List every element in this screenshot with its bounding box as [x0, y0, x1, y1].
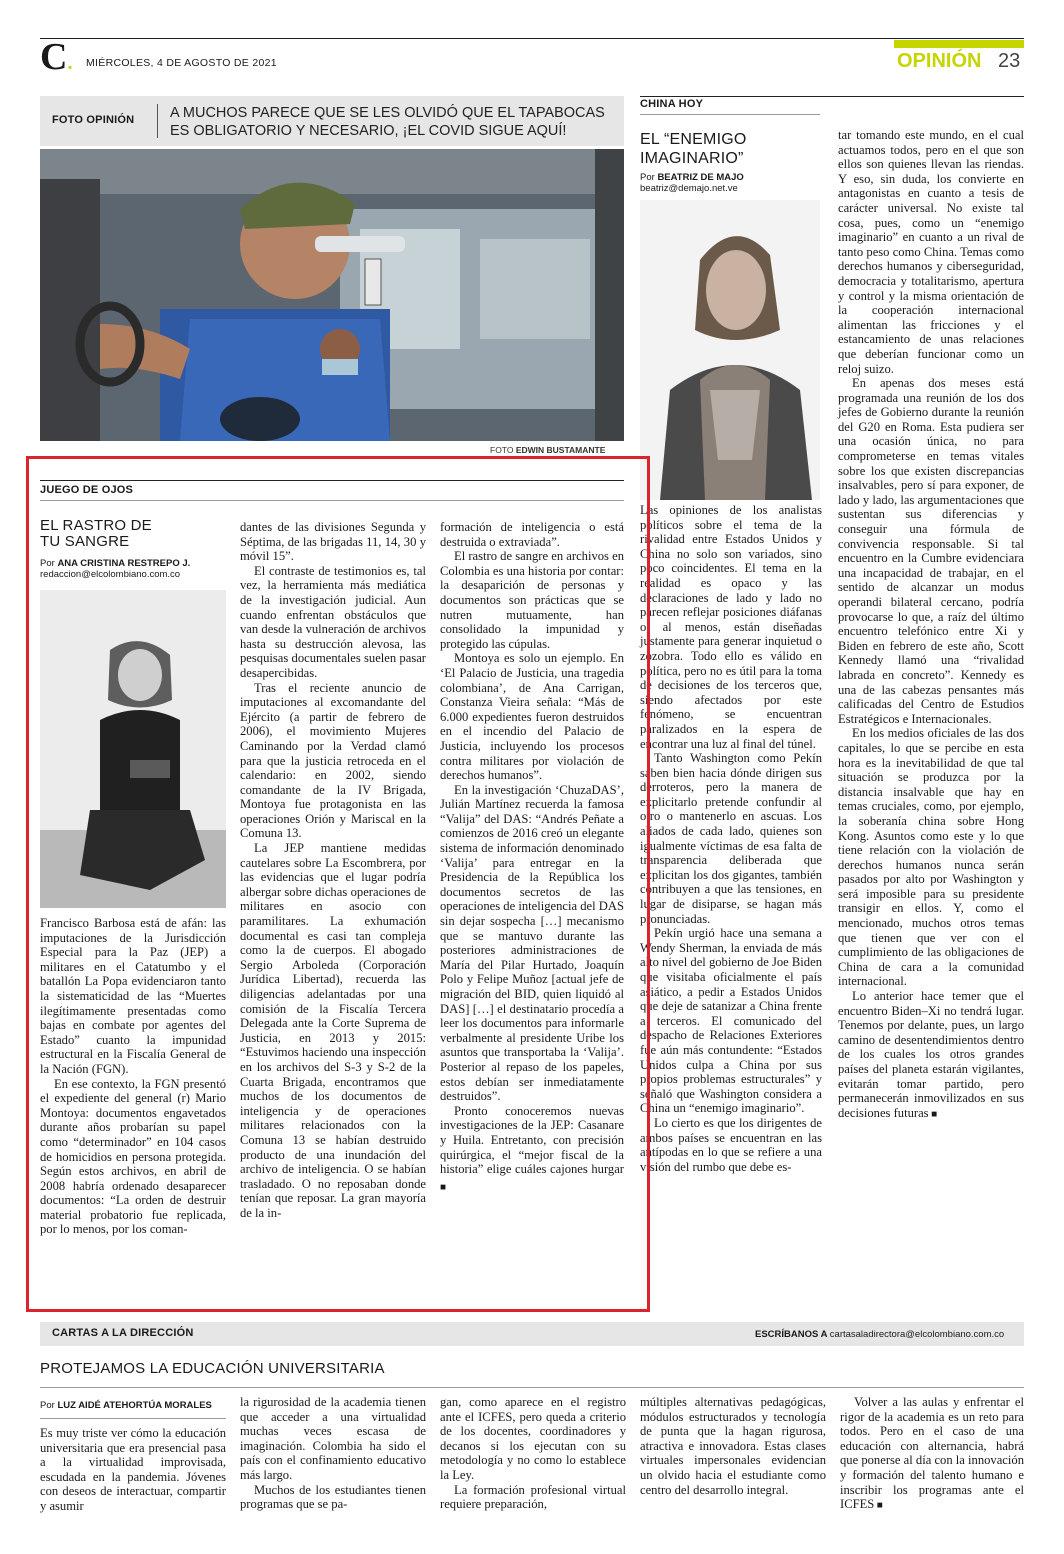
cartas-byline	[40, 1400, 212, 1412]
cartas-column-2	[240, 1395, 426, 1512]
juego-byline-prefix: Por	[40, 558, 58, 569]
juego-headline: EL RASTRO DE TU SANGRE	[40, 517, 152, 550]
juego-paragraph: formación de inteligencia o está destruida o extraviada”.	[440, 520, 624, 549]
juego-author: ANA CRISTINA RESTREPO J.	[57, 558, 191, 569]
cartas-paragraph: Es muy triste ver cómo la educación universitaria que era presencial pasa a la virtualidad improvisada, escudada en la pandemia. Jóvenes con deseos de interactuar, compartir y asumir	[40, 1426, 226, 1513]
juego-paragraph: En ese contexto, la FGN presentó el expediente del general (r) Mario Montoya: documentos engavetados durante años probarían su papel como “determinador” en 104 casos de homicidios en persona protegida. Según estos archivos, en abril de 2008 habría ordenado desaparecer documentos: “La orden de destruir material probatorio fue replicada, por lo menos, por los coman-	[40, 1076, 226, 1237]
page-number: 23	[998, 50, 1021, 72]
china-paragraph: Pekín urgió hace una semana a Wendy Sherman, la enviada de más alto nivel del gobierno de Joe Biden que visitaba oficialmente el país asiático, a pedir a Estados Unidos que deje de satanizar a China frente a terceros. El comunicado del despacho de Relaciones Exteriores fue aún más contundente: “Estados Unidos culpa a China por sus propios problemas estructurales” y señaló que Washington considera a China un “enemigo imaginario”.	[640, 926, 822, 1116]
foto-opinion-label: FOTO OPINIÓN	[52, 114, 135, 126]
cartas-paragraph: Volver a las aulas y enfrentar el rigor de la academia es un reto para todos. Pero en el caso de una educación con alternancia, habrá que ponerse al día con la innovación y formación del talento humano e inscribir los programas ante el ICFES ■	[840, 1395, 1024, 1514]
logo: C.	[40, 36, 73, 78]
juego-column-3	[440, 520, 624, 1195]
cartas-contact-email: cartasaladirectora@elcolombiano.com.co	[829, 1329, 1005, 1340]
cartas-paragraph: múltiples alternativas pedagógicas, módulos estructurados y tecnología de punta que la hagan rigurosa, atractiva e innovadora. Estas clases virtuales impersonales evidencian un olvido hacia el estudiante como centro del desarrollo integral.	[640, 1395, 826, 1497]
bus-driver-photo	[40, 149, 624, 441]
section-name: OPINIÓN	[897, 50, 982, 72]
ana-cristina-restrepo-portrait	[40, 590, 226, 908]
logo-letter: C	[40, 36, 68, 78]
cartas-headline: PROTEJAMOS LA EDUCACIÓN UNIVERSITARIA	[40, 1360, 385, 1377]
juego-paragraph: Pronto conoceremos nuevas investigaciones de la JEP: Casanare y Huila. Entretanto, con precisión quirúrgica, el “mejor fiscal de la historia” elige cuáles cajones hurgar ■	[440, 1104, 624, 1196]
china-byline-prefix: Por	[640, 172, 658, 183]
china-paragraph: tar tomando este mundo, en el cual actuamos todos, pero en el que son ellos son quienes llevan las riendas. Y eso, sin duda, los convierte en antagonistas en cuanto a tesis de carácter universal. No existe tal cosa, pues, como un “enemigo imaginario” en cuanto a un rival de tanto peso como China. Temas como derechos humanos y ciberseguridad, democracia y totalitarismo, apertura y control y la misma orientación de la cooperación internacional alimentan las fricciones y el estancamiento de unas relaciones que deberían funcionar como un reloj suizo.	[838, 128, 1024, 376]
beatriz-de-majo-portrait	[640, 200, 820, 500]
juego-email: redaccion@elcolombiano.com.co	[40, 569, 181, 580]
cartas-contact	[755, 1329, 1004, 1340]
china-paragraph: Lo cierto es que los dirigentes de ambos países se encuentran en las antípodas en lo que se refiere a una visión del rumbo que debe es-	[640, 1115, 822, 1174]
cartas-byline-prefix: Por	[40, 1400, 58, 1411]
juego-column-1	[40, 916, 226, 1237]
issue-date: MIÉRCOLES, 4 DE AGOSTO DE 2021	[86, 57, 277, 69]
juego-paragraph: La JEP mantiene medidas cautelares sobre La Escombrera, por las evidencias que el lugar podría albergar sobre dichas operaciones de militares en asocio con paramilitares. La exhumación documental es casi tan compleja como la de cuerpos. El abogado Sergio Arboleda (Corporación Jurídica Libertad), recuerda las diligencias adelantadas por una comisión de la Fiscalía Tercera Delegada ante la Corte Suprema de Justicia, en 2013 y 2015: “Estuvimos haciendo una inspección en los archivos del S-3 y S-2 de la Cuarta Brigada, encontramos que muchos de los documentos de inteligencia y de operaciones militares relacionados con la Comuna 13 se habían destruido producto de una inundación del archivo de inteligencia. O se habían trasladado. O no reposaban donde tenían que reposar. La gran mayoría de la in-	[240, 841, 426, 1220]
china-column-2	[838, 128, 1024, 1122]
photo-credit	[490, 445, 605, 455]
china-paragraph: Las opiniones de los analistas políticos sobre el tema de la rivalidad entre Estados Unidos y China no solo son variados, sino poco coincidentes. El tema en la realidad es opaco y las declaraciones de lado y lado no parecen reflejar posiciones diáfanas o, al menos, están diseñadas justamente para generar inquietud o zozobra. Todo ello es válido en política, pero no es útil para la toma de decisiones de los terceros que, siendo afectados por este fenómeno, se encuentran paralizados en la espera de encontrar una luz al final del túnel.	[640, 503, 822, 751]
juego-paragraph: El contraste de testimonios es, tal vez, la herramienta más mediática de la investigación judicial. Aun cuando enfrentan obstáculos que van desde la vulneración de archivos hasta su destrucción alevosa, las pesquisas documentales suelen pasar desapercibidas.	[240, 563, 426, 680]
china-paragraph: En los medios oficiales de las dos capitales, lo que se percibe en esta hora es la inevitabilidad de que tal situación se produzca por la distancia insalvable que hay en temas cruciales, como, por ejemplo, la soberanía china sobre Hong Kong. Asuntos como este y lo que tiene relación con la violación de derechos humanos nunca serán pasados por alto por Washington y será imposible para su presidente transigir en ellos. Y, como el mencionado, muchos otros temas que tienen que ver con el cumplimiento de las obligaciones de China de cara a la comunidad internacional.	[838, 726, 1024, 989]
cartas-author: LUZ AIDÉ ATEHORTÚA MORALES	[57, 1400, 212, 1411]
china-paragraph: En apenas dos meses está programada una reunión de los dos jefes de Gobierno durante la reunión del G20 en Roma. Esta pudiera ser una ocasión única, no para comprometerse en temas vitales sobre los que existen discrepancias insalvables, pero sí para exponer, de lado y lado, las argumentaciones que sustentan sus diferencias y conseguir una fórmula de convivencia responsable. Si tal encuentro en la Cumbre evidenciara una incapacidad de trabajar, en el sentido de alcanzar un modus operandi bilateral cercano, podría provocarse lo que, a raíz del último encuentro telefónico entre Xi y Biden en febrero de este año, Scott Kennedy llamó una “rivalidad labrada en concreto”. Kennedy es una de las cabezas pensantes más calificadas del Centro de Estudios Estratégicos e Internacionales.	[838, 376, 1024, 726]
cartas-paragraph: la rigurosidad de la academia tienen que acceder a una virtualidad muchas veces escasa de imaginación. Colombia ha sido el país con el confinamiento educativo más largo.	[240, 1395, 426, 1482]
juego-paragraph: En la investigación ‘ChuzaDAS’, Julián Martínez recuerda la famosa “Valija” del DAS: “Andrés Peñate a comienzos de 2016 creó un elegante sistema de información denominado ‘Valija’ para entregar en la Presidencia de la República los documentos secretos de las operaciones de inteligencia del DAS sin dejar sospecha […] mecanismo que se mantuvo durante las posteriores administraciones de María del Pilar Hurtado, Joaquín Polo y Felipe Muñoz [actual jefe de migración del BID, quien liquidó al DAS] […] el destinatario procedía a leer los documentos para informarle verbalmente al presidente Uribe los asuntos que transportaba la ‘Valija’. Posterior al repaso de los papeles, estos debían ser inmediatamente destruidos”.	[440, 782, 624, 1104]
china-author: BEATRIZ DE MAJO	[657, 172, 744, 183]
photo-credit-name: EDWIN BUSTAMANTE	[515, 445, 606, 455]
china-headline: EL “ENEMIGO IMAGINARIO”	[640, 131, 747, 167]
china-column-1	[640, 503, 822, 1174]
juego-paragraph: Francisco Barbosa está de afán: las imputaciones de la Jurisdicción Especial para la Paz (JEP) a militares en el Catatumbo y el batallón La Popa evidenciaron tanto la sistematicidad de las “Muertes ilegítimamente presentadas como bajas en combate por agentes del Estado” cuanto la impunidad estructural en la Fiscalía General de la Nación (FGN).	[40, 916, 226, 1076]
juego-column-2	[240, 520, 426, 1221]
juego-section-label: JUEGO DE OJOS	[40, 484, 134, 496]
cartas-paragraph: La formación profesional virtual requiere preparación,	[440, 1482, 626, 1512]
cartas-contact-label: ESCRÍBANOS A	[755, 1329, 830, 1340]
cartas-column-1	[40, 1426, 226, 1514]
cartas-section-label: CARTAS A LA DIRECCIÓN	[52, 1327, 194, 1339]
cartas-paragraph: gan, como aparece en el registro ante el ICFES, pero queda a criterio de los docentes, coordinadores y decanos si los ejecutan con su metodología y no como lo establece la Ley.	[440, 1395, 626, 1482]
china-email: beatriz@demajo.net.ve	[640, 183, 738, 194]
china-section-label: CHINA HOY	[640, 98, 704, 110]
juego-paragraph: Tras el reciente anuncio de imputaciones al excomandante del Ejército (a partir de febrero de 2006), el movimiento Mujeres Caminando por la Verdad clamó para que la justicia retroceda en el calendario: en 2002, siendo comandante de la IV Brigada, Montoya fue protagonista en las operaciones Orión y Mariscal en la Comuna 13.	[240, 680, 426, 841]
juego-paragraph: dantes de las divisiones Segunda y Séptima, de las brigadas 11, 14, 30 y móvil 15”.	[240, 520, 426, 564]
juego-paragraph: El rastro de sangre en archivos en Colombia es una historia por contar: la desaparición de personas y documentos son prácticas que se nutren mutuamente, han consolidado la impunidad y protegido las cúpulas.	[440, 549, 624, 651]
cartas-paragraph: Muchos de los estudiantes tienen programas que se pa-	[240, 1482, 426, 1512]
juego-paragraph: Montoya es solo un ejemplo. En ‘El Palacio de Justicia, una tragedia colombiana’, de Ana Carrigan, Constanza Vieira señala: “Más de 6.000 expedientes fueron destruidos en el incendio del Palacio de Justicia, incluyendo los procesos contra militares por violación de derechos humanos”.	[440, 651, 624, 783]
china-paragraph: Tanto Washington como Pekín saben bien hacia dónde dirigen sus derroteros, pero la manera de explicitarlo pretende confundir al otro o mantenerlo en ascuas. Los aliados de cada lado, quienes son igualmente víctimas de esa falta de transparencia deliberada que explicitan los dos gigantes, también contribuyen a que las tensiones, en lugar de disiparse, se hagan más pronunciadas.	[640, 751, 822, 926]
photo-credit-prefix: FOTO	[490, 445, 516, 455]
cartas-column-3	[440, 1395, 626, 1512]
china-paragraph: Lo anterior hace temer que el encuentro Biden–Xi no tendrá lugar. Tenemos por delante, pues, un largo camino de desentendimientos dentro de los cuales los otros grandes países del planeta estarán vigilantes, evitarán tomar partido, pero permanecerán inmovilizados en sus decisiones futuras ■	[838, 989, 1024, 1122]
cartas-column-5	[840, 1395, 1024, 1514]
cartas-column-4	[640, 1395, 826, 1497]
foto-opinion-caption: A MUCHOS PARECE QUE SE LES OLVIDÓ QUE EL TAPABOCAS ES OBLIGATORIO Y NECESARIO, ¡EL COVID SIGUE AQUÍ!	[170, 105, 605, 139]
